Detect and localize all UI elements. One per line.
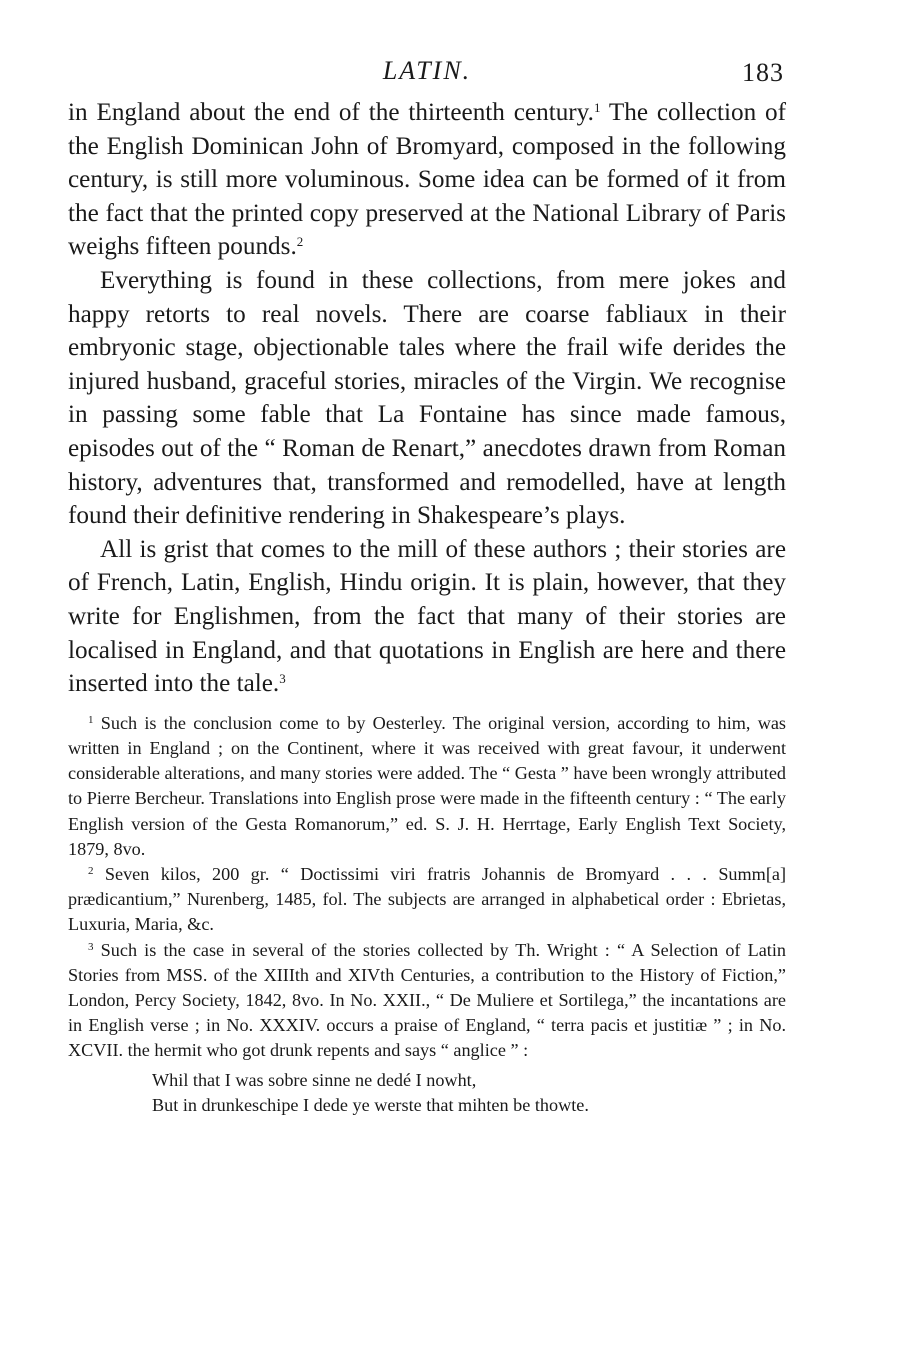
paragraph-continued bbox=[68, 96, 786, 264]
footnote bbox=[68, 862, 786, 938]
footnote-ref: 1 bbox=[593, 100, 601, 115]
footnote-text: Such is the conclusion come to by Oesterley. The original version, according to him, was written in England ; on the Continent, where it was received with great favour, it underwent considerable alterations, and many stories were added. The “ Gesta ” have been wrongly attributed to Pierre Bercheur. Translations into English prose were made in the fifteenth century : “ The early English version of the Gesta Romanorum,” ed. S. J. H. Herrtage, Early English Text Society, 1879, 8vo. bbox=[68, 712, 787, 859]
footnote-ref: 3 bbox=[279, 671, 286, 687]
paragraph-text: in England about the end of the thirteenth century. bbox=[68, 99, 594, 126]
paragraph-text: All is grist that comes to the mill of these authors ; their stories are of French, Latin, English, Hindu origin. It is plain, however, that they write for Englishmen, from the fact that many of their stories are localised in England, and that quotations in English are here and there inserted into the tale. bbox=[68, 535, 786, 698]
footnote-text: Seven kilos, 200 gr. “ Doctissimi viri fratris Johannis de Bromyard . . . Summ[a] prædicantium,” Nurenberg, 1485, fol. The subjects are arranged in alphabetical order : Ebrietas, Luxuria, Maria, &c. bbox=[68, 863, 787, 935]
footnote-mark: 2 bbox=[88, 864, 94, 877]
verse-line: Whil that I was sobre sinne ne dedé I nowht, bbox=[152, 1069, 477, 1090]
footnotes bbox=[68, 711, 786, 1118]
paragraph-text: The collection of the English Dominican John of Bromyard, composed in the following century, is still more voluminous. Some idea can be formed of it from the fact that the printed copy preserved at the National Library of Paris weighs fifteen pounds. bbox=[68, 99, 786, 261]
footnote bbox=[68, 938, 786, 1064]
paragraph: Everything is found in these collections, from mere jokes and happy retorts to real novels. There are coarse fabliaux in their embryonic stage, objectionable tales where the frail wife derides the injured husband, graceful stories, miracles of the Virgin. We recognise in passing some fable that La Fontaine has since made famous, episodes out of the “ Roman de Renart,” anecdotes drawn from Roman history, adventures that, transformed and remodelled, have at length found their definitive rendering in Shakespeare’s plays. bbox=[68, 266, 786, 530]
main-text bbox=[68, 96, 786, 701]
paragraph bbox=[68, 533, 786, 701]
verse-line: But in drunkeschipe I dede ye werste that mihten be thowte. bbox=[152, 1094, 589, 1115]
book-page bbox=[68, 56, 786, 1118]
footnote bbox=[68, 711, 786, 862]
footnote-mark: 1 bbox=[88, 713, 94, 726]
footnote-mark: 3 bbox=[88, 940, 94, 953]
footnote-text: Such is the case in several of the stories collected by Th. Wright : “ A Selection of Latin Stories from MSS. of the XIIIth and XIVth Centuries, a contribution to the History of Fiction,” London, Percy Society, 1842, 8vo. In No. XXII., “ De Muliere et Sortilega,” the incantations are in English verse ; in No. XXXIV. occurs a praise of England, “ terra pacis et justitiæ ” ; in No. XCVII. the hermit who got drunk repents and says “ anglice ” : bbox=[68, 939, 786, 1061]
footnote-ref: 2 bbox=[296, 234, 304, 250]
running-head: LATIN. bbox=[382, 56, 472, 85]
page-number: 183 bbox=[742, 58, 784, 87]
page-header bbox=[68, 56, 786, 96]
verse-quotation bbox=[68, 1068, 786, 1118]
